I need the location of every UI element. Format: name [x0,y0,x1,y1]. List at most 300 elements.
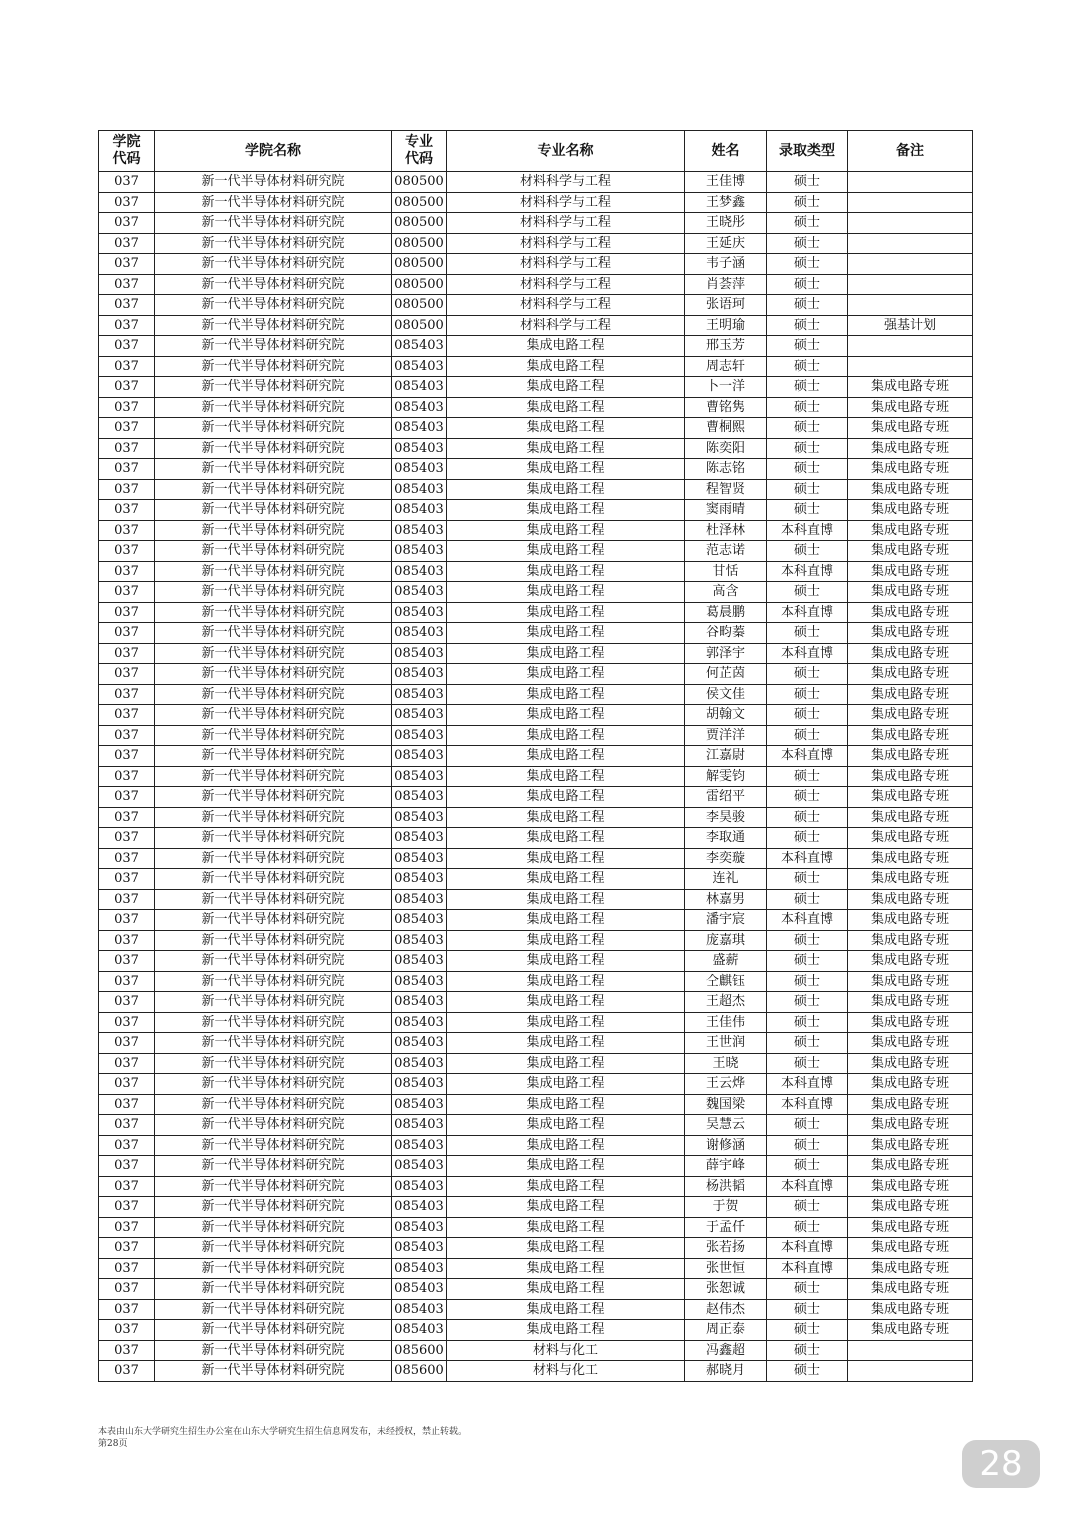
cell-college-name: 新一代半导体材料研究院 [155,479,392,500]
cell-admission-type: 硕士 [767,418,848,439]
cell-college-name: 新一代半导体材料研究院 [155,869,392,890]
cell-admission-type: 硕士 [767,1033,848,1054]
cell-remark: 集成电路专班 [848,1320,973,1341]
cell-college-name: 新一代半导体材料研究院 [155,807,392,828]
cell-name: 肖荟萍 [685,274,767,295]
cell-major-name: 集成电路工程 [447,397,685,418]
cell-college-code: 037 [99,725,155,746]
cell-college-name: 新一代半导体材料研究院 [155,725,392,746]
cell-name: 魏国梁 [685,1094,767,1115]
table-row [99,766,973,787]
table-row [99,1217,973,1238]
cell-remark [848,274,973,295]
cell-admission-type: 硕士 [767,541,848,562]
cell-admission-type: 硕士 [767,623,848,644]
cell-admission-type: 硕士 [767,1320,848,1341]
cell-college-code: 037 [99,438,155,459]
cell-remark: 集成电路专班 [848,664,973,685]
cell-college-name: 新一代半导体材料研究院 [155,910,392,931]
cell-major-name: 集成电路工程 [447,1320,685,1341]
cell-college-name: 新一代半导体材料研究院 [155,295,392,316]
cell-major-name: 材料科学与工程 [447,274,685,295]
cell-remark: 集成电路专班 [848,1238,973,1259]
table-row [99,705,973,726]
cell-college-code: 037 [99,336,155,357]
cell-admission-type: 硕士 [767,438,848,459]
table-body [99,172,973,1382]
cell-admission-type: 硕士 [767,951,848,972]
cell-admission-type: 硕士 [767,315,848,336]
cell-remark: 集成电路专班 [848,643,973,664]
cell-major-name: 集成电路工程 [447,1115,685,1136]
table-row [99,807,973,828]
cell-college-name: 新一代半导体材料研究院 [155,1012,392,1033]
cell-college-code: 037 [99,848,155,869]
cell-major-name: 集成电路工程 [447,336,685,357]
cell-admission-type: 硕士 [767,1012,848,1033]
cell-remark [848,356,973,377]
cell-college-name: 新一代半导体材料研究院 [155,561,392,582]
cell-major-code: 085403 [392,561,447,582]
table-row [99,254,973,275]
cell-college-name: 新一代半导体材料研究院 [155,1094,392,1115]
cell-name: 甘恬 [685,561,767,582]
cell-college-name: 新一代半导体材料研究院 [155,1320,392,1341]
cell-name: 潘宇宸 [685,910,767,931]
cell-major-name: 集成电路工程 [447,438,685,459]
table-row [99,910,973,931]
cell-major-name: 集成电路工程 [447,1279,685,1300]
table-row [99,172,973,193]
cell-name: 王晓彤 [685,213,767,234]
cell-college-name: 新一代半导体材料研究院 [155,889,392,910]
cell-admission-type: 硕士 [767,500,848,521]
cell-major-code: 085403 [392,1279,447,1300]
table-row [99,1340,973,1361]
table-row [99,1012,973,1033]
cell-name: 王超杰 [685,992,767,1013]
cell-remark: 集成电路专班 [848,869,973,890]
cell-name: 江嘉尉 [685,746,767,767]
cell-college-code: 037 [99,1053,155,1074]
cell-name: 庞嘉琪 [685,930,767,951]
cell-college-name: 新一代半导体材料研究院 [155,397,392,418]
cell-major-name: 集成电路工程 [447,623,685,644]
cell-college-name: 新一代半导体材料研究院 [155,787,392,808]
table-row [99,397,973,418]
cell-name: 王延庆 [685,233,767,254]
cell-major-name: 集成电路工程 [447,1012,685,1033]
cell-major-code: 085403 [392,971,447,992]
cell-major-code: 080500 [392,192,447,213]
table-header-row [99,131,973,172]
cell-admission-type: 硕士 [767,336,848,357]
cell-major-code: 085403 [392,500,447,521]
table-row [99,1320,973,1341]
table-row [99,869,973,890]
cell-remark [848,192,973,213]
cell-admission-type: 硕士 [767,725,848,746]
table-row [99,541,973,562]
cell-remark: 集成电路专班 [848,1115,973,1136]
cell-name: 李昊骏 [685,807,767,828]
table-row [99,992,973,1013]
footer-notice: 本表由山东大学研究生招生办公室在山东大学研究生招生信息网发布，未经授权，禁止转载。 [98,1427,468,1437]
cell-remark: 集成电路专班 [848,910,973,931]
cell-college-code: 037 [99,418,155,439]
cell-college-code: 037 [99,766,155,787]
cell-admission-type: 硕士 [767,1053,848,1074]
cell-admission-type: 硕士 [767,295,848,316]
cell-college-name: 新一代半导体材料研究院 [155,602,392,623]
cell-major-code: 080500 [392,254,447,275]
cell-college-code: 037 [99,684,155,705]
cell-college-code: 037 [99,582,155,603]
table-row [99,1197,973,1218]
cell-name: 吴慧云 [685,1115,767,1136]
cell-name: 陈奕阳 [685,438,767,459]
cell-college-code: 037 [99,1217,155,1238]
table-row [99,520,973,541]
cell-college-code: 037 [99,315,155,336]
table-row [99,664,973,685]
table-row [99,1299,973,1320]
cell-major-code: 085403 [392,807,447,828]
cell-college-name: 新一代半导体材料研究院 [155,336,392,357]
cell-major-name: 材料科学与工程 [447,192,685,213]
cell-major-code: 085403 [392,1156,447,1177]
cell-remark: 集成电路专班 [848,1033,973,1054]
cell-major-name: 集成电路工程 [447,459,685,480]
cell-remark: 集成电路专班 [848,1053,973,1074]
cell-remark: 集成电路专班 [848,1279,973,1300]
cell-admission-type: 硕士 [767,233,848,254]
table-row [99,1361,973,1382]
cell-major-code: 085403 [392,520,447,541]
table-row [99,1258,973,1279]
cell-major-code: 085403 [392,397,447,418]
cell-name: 王梦鑫 [685,192,767,213]
cell-college-code: 037 [99,664,155,685]
table-row [99,1053,973,1074]
cell-major-code: 085403 [392,1033,447,1054]
cell-remark: 集成电路专班 [848,1135,973,1156]
cell-admission-type: 硕士 [767,992,848,1013]
cell-major-code: 085403 [392,1012,447,1033]
cell-remark: 集成电路专班 [848,705,973,726]
table-row [99,295,973,316]
table-row [99,684,973,705]
cell-major-code: 085403 [392,1074,447,1095]
cell-college-code: 037 [99,1258,155,1279]
table-row [99,438,973,459]
cell-college-code: 037 [99,746,155,767]
cell-college-name: 新一代半导体材料研究院 [155,1361,392,1382]
cell-major-code: 085403 [392,725,447,746]
table-row [99,746,973,767]
table-row [99,336,973,357]
cell-admission-type: 硕士 [767,1217,848,1238]
cell-admission-type: 硕士 [767,377,848,398]
cell-remark: 集成电路专班 [848,397,973,418]
cell-name: 范志诺 [685,541,767,562]
cell-name: 胡翰文 [685,705,767,726]
cell-college-code: 037 [99,500,155,521]
cell-major-name: 集成电路工程 [447,1135,685,1156]
cell-admission-type: 本科直博 [767,561,848,582]
cell-college-name: 新一代半导体材料研究院 [155,828,392,849]
cell-major-code: 085403 [392,746,447,767]
cell-name: 张若扬 [685,1238,767,1259]
cell-college-name: 新一代半导体材料研究院 [155,1176,392,1197]
cell-name: 周志轩 [685,356,767,377]
cell-name: 张语珂 [685,295,767,316]
table-row [99,643,973,664]
table-row [99,479,973,500]
cell-college-name: 新一代半导体材料研究院 [155,1115,392,1136]
cell-college-name: 新一代半导体材料研究院 [155,172,392,193]
cell-major-name: 材料科学与工程 [447,172,685,193]
cell-major-name: 集成电路工程 [447,500,685,521]
cell-name: 王佳伟 [685,1012,767,1033]
table-row [99,602,973,623]
cell-admission-type: 硕士 [767,459,848,480]
cell-admission-type: 硕士 [767,705,848,726]
table-row [99,1176,973,1197]
cell-admission-type: 本科直博 [767,746,848,767]
cell-college-code: 037 [99,930,155,951]
cell-college-code: 037 [99,377,155,398]
cell-major-code: 085403 [392,992,447,1013]
cell-major-code: 085403 [392,1299,447,1320]
cell-college-code: 037 [99,869,155,890]
cell-admission-type: 硕士 [767,971,848,992]
cell-college-name: 新一代半导体材料研究院 [155,254,392,275]
cell-college-name: 新一代半导体材料研究院 [155,848,392,869]
cell-admission-type: 本科直博 [767,1074,848,1095]
table-row [99,1074,973,1095]
cell-college-code: 037 [99,397,155,418]
cell-college-name: 新一代半导体材料研究院 [155,766,392,787]
cell-remark [848,1340,973,1361]
cell-major-name: 集成电路工程 [447,1258,685,1279]
cell-major-code: 085403 [392,1053,447,1074]
cell-remark: 集成电路专班 [848,766,973,787]
cell-remark: 集成电路专班 [848,602,973,623]
cell-college-name: 新一代半导体材料研究院 [155,684,392,705]
table-row [99,192,973,213]
cell-major-name: 集成电路工程 [447,418,685,439]
cell-major-name: 集成电路工程 [447,377,685,398]
cell-name: 曹铭隽 [685,397,767,418]
cell-remark: 集成电路专班 [848,479,973,500]
cell-admission-type: 本科直博 [767,602,848,623]
cell-major-code: 085403 [392,889,447,910]
cell-major-code: 085403 [392,1217,447,1238]
cell-college-code: 037 [99,1279,155,1300]
cell-college-code: 037 [99,1094,155,1115]
cell-college-name: 新一代半导体材料研究院 [155,459,392,480]
cell-college-code: 037 [99,787,155,808]
cell-admission-type: 硕士 [767,1156,848,1177]
cell-major-name: 集成电路工程 [447,356,685,377]
cell-admission-type: 硕士 [767,930,848,951]
cell-major-code: 085403 [392,438,447,459]
cell-major-name: 集成电路工程 [447,1094,685,1115]
cell-remark [848,233,973,254]
cell-major-name: 集成电路工程 [447,1053,685,1074]
cell-name: 盛薪 [685,951,767,972]
cell-major-code: 085403 [392,582,447,603]
cell-name: 王明瑜 [685,315,767,336]
cell-major-name: 集成电路工程 [447,1033,685,1054]
cell-major-name: 集成电路工程 [447,684,685,705]
table-row [99,1033,973,1054]
cell-major-code: 085403 [392,336,447,357]
table-row [99,1238,973,1259]
cell-major-name: 集成电路工程 [447,582,685,603]
cell-name: 冯鑫超 [685,1340,767,1361]
cell-remark [848,336,973,357]
cell-remark: 集成电路专班 [848,746,973,767]
cell-remark: 集成电路专班 [848,520,973,541]
cell-college-code: 037 [99,274,155,295]
table-row [99,418,973,439]
table-row [99,1279,973,1300]
cell-major-name: 集成电路工程 [447,479,685,500]
cell-college-name: 新一代半导体材料研究院 [155,1033,392,1054]
cell-name: 张世恒 [685,1258,767,1279]
cell-name: 郭泽宇 [685,643,767,664]
cell-major-code: 085403 [392,910,447,931]
cell-admission-type: 硕士 [767,582,848,603]
cell-name: 王晓 [685,1053,767,1074]
cell-admission-type: 硕士 [767,828,848,849]
cell-college-name: 新一代半导体材料研究院 [155,500,392,521]
cell-name: 韦子涵 [685,254,767,275]
cell-admission-type: 硕士 [767,274,848,295]
cell-admission-type: 本科直博 [767,1176,848,1197]
cell-college-name: 新一代半导体材料研究院 [155,1217,392,1238]
cell-admission-type: 硕士 [767,1299,848,1320]
table-row [99,725,973,746]
cell-remark: 集成电路专班 [848,1156,973,1177]
cell-admission-type: 本科直博 [767,520,848,541]
cell-major-code: 085403 [392,418,447,439]
cell-major-code: 085403 [392,828,447,849]
cell-remark: 集成电路专班 [848,418,973,439]
cell-college-code: 037 [99,1361,155,1382]
page-number-badge: 28 [962,1440,1040,1488]
cell-remark: 集成电路专班 [848,500,973,521]
cell-name: 侯文佳 [685,684,767,705]
cell-major-code: 085600 [392,1340,447,1361]
cell-name: 于贺 [685,1197,767,1218]
cell-college-code: 037 [99,561,155,582]
cell-major-name: 集成电路工程 [447,869,685,890]
cell-major-code: 085403 [392,643,447,664]
header-college-name: 学院名称 [155,131,392,172]
cell-college-name: 新一代半导体材料研究院 [155,233,392,254]
cell-college-name: 新一代半导体材料研究院 [155,356,392,377]
cell-name: 谢修涵 [685,1135,767,1156]
cell-major-name: 集成电路工程 [447,1176,685,1197]
cell-college-code: 037 [99,254,155,275]
cell-major-code: 085403 [392,1094,447,1115]
cell-major-name: 材料科学与工程 [447,213,685,234]
table-row [99,582,973,603]
header-admission-type: 录取类型 [767,131,848,172]
cell-college-name: 新一代半导体材料研究院 [155,705,392,726]
cell-college-code: 037 [99,971,155,992]
cell-college-code: 037 [99,1299,155,1320]
cell-major-name: 材料科学与工程 [447,233,685,254]
cell-remark: 集成电路专班 [848,848,973,869]
cell-college-code: 037 [99,910,155,931]
cell-major-code: 085403 [392,766,447,787]
cell-remark: 集成电路专班 [848,684,973,705]
cell-major-name: 集成电路工程 [447,1156,685,1177]
cell-college-code: 037 [99,643,155,664]
cell-major-code: 080500 [392,233,447,254]
table-row [99,951,973,972]
table-row [99,315,973,336]
cell-name: 谷畇蓁 [685,623,767,644]
cell-college-name: 新一代半导体材料研究院 [155,1197,392,1218]
cell-major-name: 材料科学与工程 [447,254,685,275]
cell-remark: 集成电路专班 [848,828,973,849]
cell-college-name: 新一代半导体材料研究院 [155,1074,392,1095]
cell-remark: 集成电路专班 [848,889,973,910]
cell-college-name: 新一代半导体材料研究院 [155,192,392,213]
cell-college-code: 037 [99,1074,155,1095]
cell-admission-type: 硕士 [767,254,848,275]
header-major-code: 专业代码 [392,131,447,172]
cell-major-name: 集成电路工程 [447,705,685,726]
cell-remark: 集成电路专班 [848,725,973,746]
cell-major-name: 集成电路工程 [447,766,685,787]
cell-college-name: 新一代半导体材料研究院 [155,664,392,685]
cell-name: 雷绍平 [685,787,767,808]
cell-college-name: 新一代半导体材料研究院 [155,418,392,439]
cell-remark: 集成电路专班 [848,623,973,644]
cell-admission-type: 硕士 [767,766,848,787]
cell-major-name: 集成电路工程 [447,889,685,910]
cell-admission-type: 硕士 [767,869,848,890]
cell-major-name: 集成电路工程 [447,520,685,541]
table-row [99,971,973,992]
cell-name: 解雯钧 [685,766,767,787]
cell-college-name: 新一代半导体材料研究院 [155,1156,392,1177]
cell-major-code: 085403 [392,848,447,869]
cell-remark: 集成电路专班 [848,971,973,992]
cell-admission-type: 硕士 [767,889,848,910]
cell-admission-type: 硕士 [767,1361,848,1382]
cell-college-name: 新一代半导体材料研究院 [155,213,392,234]
table-row [99,930,973,951]
table-row [99,828,973,849]
cell-college-name: 新一代半导体材料研究院 [155,1279,392,1300]
cell-college-code: 037 [99,192,155,213]
cell-remark: 集成电路专班 [848,787,973,808]
cell-college-code: 037 [99,889,155,910]
cell-major-code: 085403 [392,664,447,685]
cell-major-code: 085403 [392,1197,447,1218]
cell-admission-type: 硕士 [767,684,848,705]
table-row [99,459,973,480]
cell-major-code: 085403 [392,951,447,972]
table-row [99,787,973,808]
